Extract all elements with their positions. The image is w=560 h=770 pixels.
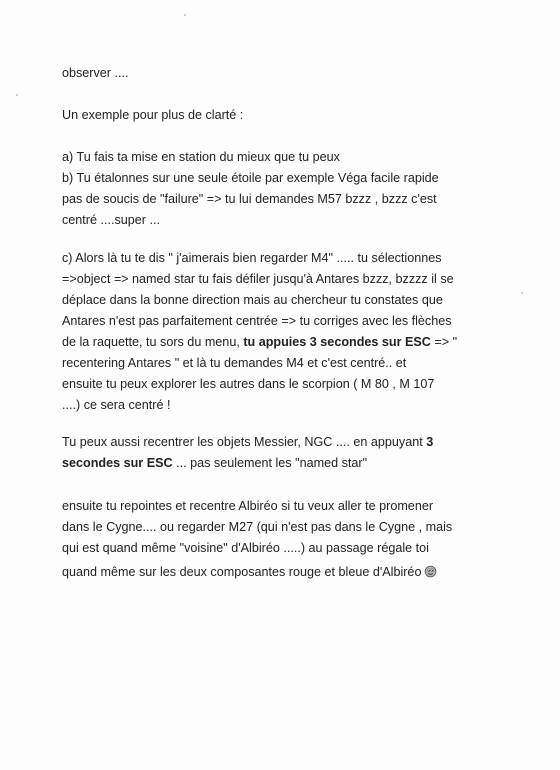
scan-speck [16, 94, 18, 96]
paragraph-6 [62, 496, 502, 583]
paragraph-2 [62, 105, 502, 126]
text-line: centré ....super ... [62, 213, 160, 227]
paragraph-1 [62, 63, 502, 84]
bold-text-run: 3 [426, 435, 434, 449]
text-line: a) Tu fais ta mise en station du mieux que tu peux [62, 150, 340, 164]
text-line: pas de soucis de "failure" => tu lui demandes M57 bzzz , bzzz c'est [62, 192, 437, 206]
text-line: Antares n'est pas parfaitement centrée => tu corriges avec les flèches [62, 314, 452, 328]
text-line: recentering Antares " et là tu demandes M4 et c'est centré.. et [62, 356, 407, 370]
bold-text-run: secondes sur ESC [62, 456, 173, 470]
smiley-icon [424, 565, 437, 578]
scan-speck [184, 14, 186, 16]
text-line [62, 432, 502, 453]
text-line: ensuite tu peux explorer les autres dans le scorpion ( M 80 , M 107 [62, 377, 435, 391]
paragraph-4 [62, 248, 502, 416]
text-line: déplace dans la bonne direction mais au chercheur tu constates que [62, 293, 443, 307]
text-line [62, 332, 502, 353]
text-line: dans le Cygne.... ou regarder M27 (qui n'est pas dans le Cygne , mais [62, 520, 453, 534]
text-run: ... pas seulement les "named star" [172, 456, 368, 470]
text-run: Tu peux aussi recentrer les objets Messier, NGC .... en appuyant [62, 435, 427, 449]
text-line: c) Alors là tu te dis " j'aimerais bien regarder M4" ..... tu sélectionnes [62, 251, 442, 265]
text-run: quand même sur les deux composantes rouge et bleue d'Albiréo [62, 565, 422, 579]
text-line: =>object => named star tu fais défiler jusqu'à Antares bzzz, bzzzz il se [62, 272, 454, 286]
text-run: de la raquette, tu sors du menu, [62, 335, 244, 349]
paragraph-5 [62, 432, 502, 474]
paragraph-3 [62, 147, 502, 231]
text-run: => " [430, 335, 458, 349]
text-line: observer .... [62, 66, 129, 80]
text-line [62, 453, 502, 474]
bold-text-run: tu appuies 3 secondes sur ESC [243, 335, 431, 349]
text-line [62, 562, 502, 583]
text-line: qui est quand même "voisine" d'Albiréo .....) au passage régale toi [62, 541, 429, 555]
scan-speck [521, 292, 523, 294]
text-line: ensuite tu repointes et recentre Albiréo si tu veux aller te promener [62, 499, 434, 513]
text-line: Un exemple pour plus de clarté : [62, 108, 244, 122]
text-line: b) Tu étalonnes sur une seule étoile par exemple Véga facile rapide [62, 171, 439, 185]
text-line: ....) ce sera centré ! [62, 398, 171, 412]
